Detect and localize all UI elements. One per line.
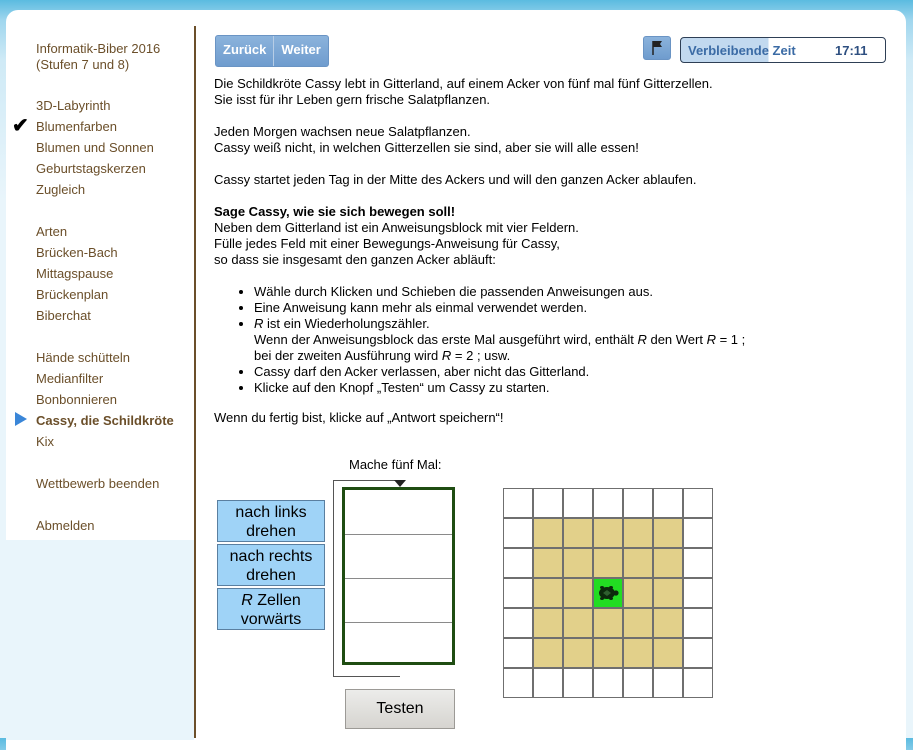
start-paragraph [214, 172, 854, 188]
grid-cell [563, 518, 593, 548]
grid-cell [683, 608, 713, 638]
cmd-forward[interactable] [217, 588, 325, 630]
test-button[interactable]: Testen [345, 689, 455, 729]
grid-cell [503, 668, 533, 698]
grid-cell [533, 578, 563, 608]
instruction-block [342, 487, 455, 665]
sidebar-item-biberchat[interactable]: Biberchat [36, 308, 91, 323]
grid-cell [683, 668, 713, 698]
text-line: Jeden Morgen wachsen neue Salatpflanzen. [214, 124, 471, 139]
grid-cell [683, 548, 713, 578]
grid-cell [683, 578, 713, 608]
grid-cell [653, 638, 683, 668]
grid-cell [623, 608, 653, 638]
check-icon: ✔ [12, 115, 29, 137]
grid-cell [593, 608, 623, 638]
grid-cell [653, 578, 683, 608]
grid-cell [593, 668, 623, 698]
current-task-arrow-icon [15, 412, 27, 426]
cmd-text: nach links [235, 504, 307, 521]
instruction-slot-4[interactable] [345, 622, 452, 666]
sidebar-item-mittagspause[interactable]: Mittagspause [36, 266, 114, 281]
grid-cell [563, 488, 593, 518]
sidebar-item-haende-schuetteln[interactable]: Hände schütteln [36, 350, 130, 365]
grid-cell [683, 518, 713, 548]
contest-title: Informatik-Biber 2016 [36, 41, 161, 56]
remaining-time [680, 37, 886, 63]
task-question: Sage Cassy, wie sie sich bewegen soll! [214, 204, 456, 219]
grid-cell [653, 488, 683, 518]
grid-cell [653, 608, 683, 638]
timer-value: 17:11 [835, 43, 868, 58]
grid-cell [653, 518, 683, 548]
flag-icon [644, 37, 670, 59]
rules-list [214, 284, 854, 396]
save-hint: Wenn du fertig bist, klicke auf „Antwort speichern“! [214, 410, 504, 425]
grid-cell [623, 578, 653, 608]
text-line: Cassy startet jeden Tag in der Mitte des Ackers und will den ganzen Acker ablaufen. [214, 172, 697, 187]
grid-cell [653, 668, 683, 698]
instruction-slot-3[interactable] [345, 578, 452, 623]
grid-cell [533, 668, 563, 698]
grid-cell [683, 638, 713, 668]
sidebar-item-3d-labyrinth[interactable]: 3D-Labyrinth [36, 98, 111, 113]
sidebar-item-blumenfarben[interactable]: Blumenfarben [36, 119, 117, 134]
text-line: Die Schildkröte Cassy lebt in Gitterland, auf einem Acker von fünf mal fünf Gitterzellen. [214, 76, 713, 91]
gitterland-grid [503, 488, 715, 700]
sidebar-item-brueckenplan[interactable]: Brückenplan [36, 287, 109, 302]
sidebar-item-arten[interactable]: Arten [36, 224, 68, 239]
flag-button[interactable] [643, 36, 671, 60]
text-line: so dass sie insgesamt den ganzen Acker abläuft: [214, 252, 496, 267]
turtle-cell [593, 578, 623, 608]
grid-cell [563, 638, 593, 668]
cmd-text: Zellen [252, 592, 301, 609]
grid-cell [593, 548, 623, 578]
end-contest-link[interactable]: Wettbewerb beenden [36, 476, 160, 491]
grid-cell [503, 638, 533, 668]
sidebar-item-geburtstagskerzen[interactable]: Geburtstagskerzen [36, 161, 146, 176]
grid-cell [623, 638, 653, 668]
contest-subtitle: (Stufen 7 und 8) [36, 57, 130, 72]
text-line: Fülle jedes Feld mit einer Bewegungs-Anweisung für Cassy, [214, 236, 560, 251]
grid-cell [563, 578, 593, 608]
sidebar-footer-bg [6, 540, 194, 740]
grid-cell [563, 668, 593, 698]
grid-cell [683, 488, 713, 518]
grid-cell [503, 548, 533, 578]
task-nav-buttons [215, 35, 329, 67]
grid-cell [593, 488, 623, 518]
grid-cell [503, 608, 533, 638]
morning-paragraph [214, 124, 854, 156]
cmd-text: R [241, 592, 253, 609]
grid-cell [563, 608, 593, 638]
list-item: • Eine Anweisung kann mehr als einmal verwendet werden. [254, 300, 854, 316]
grid-cell [653, 548, 683, 578]
grid-cell [593, 638, 623, 668]
cmd-text: drehen [246, 567, 296, 584]
turtle-icon [594, 579, 622, 607]
intro-paragraph [214, 76, 854, 108]
text-line: Sie isst für ihr Leben gern frische Salatpflanzen. [214, 92, 491, 107]
sidebar-item-cassy[interactable]: Cassy, die Schildkröte [36, 413, 174, 428]
grid-cell [503, 488, 533, 518]
grid-cell [623, 518, 653, 548]
loop-label: Mache fünf Mal: [349, 457, 442, 472]
grid-cell [563, 548, 593, 578]
cmd-text: nach rechts [229, 548, 313, 565]
cmd-turn-right[interactable] [217, 544, 325, 586]
loop-arrow-icon [394, 480, 406, 487]
cmd-turn-left[interactable] [217, 500, 325, 542]
sidebar-item-bonbonnieren[interactable]: Bonbonnieren [36, 392, 117, 407]
instruction-paragraph [214, 204, 854, 268]
grid-cell [503, 518, 533, 548]
grid-cell [593, 518, 623, 548]
sidebar-item-blumen-und-sonnen[interactable]: Blumen und Sonnen [36, 140, 154, 155]
sidebar-item-zugleich[interactable]: Zugleich [36, 182, 86, 197]
list-item: • Wähle durch Klicken und Schieben die passenden Anweisungen aus. [254, 284, 854, 300]
next-button[interactable]: Weiter [273, 36, 328, 66]
cmd-text: drehen [246, 523, 296, 540]
list-item: • Cassy darf den Acker verlassen, aber nicht das Gitterland. [254, 364, 854, 380]
task-description [214, 76, 854, 442]
timer-label: Verbleibende Zeit [688, 43, 796, 58]
sidebar-divider [194, 26, 196, 738]
sidebar-item-bruecken-bach[interactable]: Brücken-Bach [36, 245, 118, 260]
list-item: • R ist ein Wiederholungszähler. Wenn der Anweisungsblock das erste Mal ausgeführt wird, enthält R den Wert R = 1 ; bei der zweiten Ausführung wird R = 2 ; usw. [254, 316, 854, 364]
instruction-slot-2[interactable] [345, 534, 452, 579]
grid-cell [503, 578, 533, 608]
grid-cell [533, 548, 563, 578]
text-line: Neben dem Gitterland ist ein Anweisungsblock mit vier Feldern. [214, 220, 579, 235]
grid-cell [533, 488, 563, 518]
grid-cell [533, 638, 563, 668]
logout-link[interactable]: Abmelden [36, 518, 95, 533]
grid-cell [623, 548, 653, 578]
grid-cell [623, 668, 653, 698]
instruction-slot-1[interactable] [345, 490, 452, 535]
list-item: • Klicke auf den Knopf „Testen“ um Cassy zu starten. [254, 380, 854, 396]
sidebar-item-kix[interactable]: Kix [36, 434, 55, 449]
grid-cell [533, 518, 563, 548]
back-button[interactable]: Zurück [223, 42, 267, 57]
grid-cell [533, 608, 563, 638]
grid-cell [623, 488, 653, 518]
text-line: Cassy weiß nicht, in welchen Gitterzellen sie sind, aber sie will alle essen! [214, 140, 639, 155]
cmd-text: vorwärts [240, 611, 302, 628]
sidebar-item-medianfilter[interactable]: Medianfilter [36, 371, 104, 386]
